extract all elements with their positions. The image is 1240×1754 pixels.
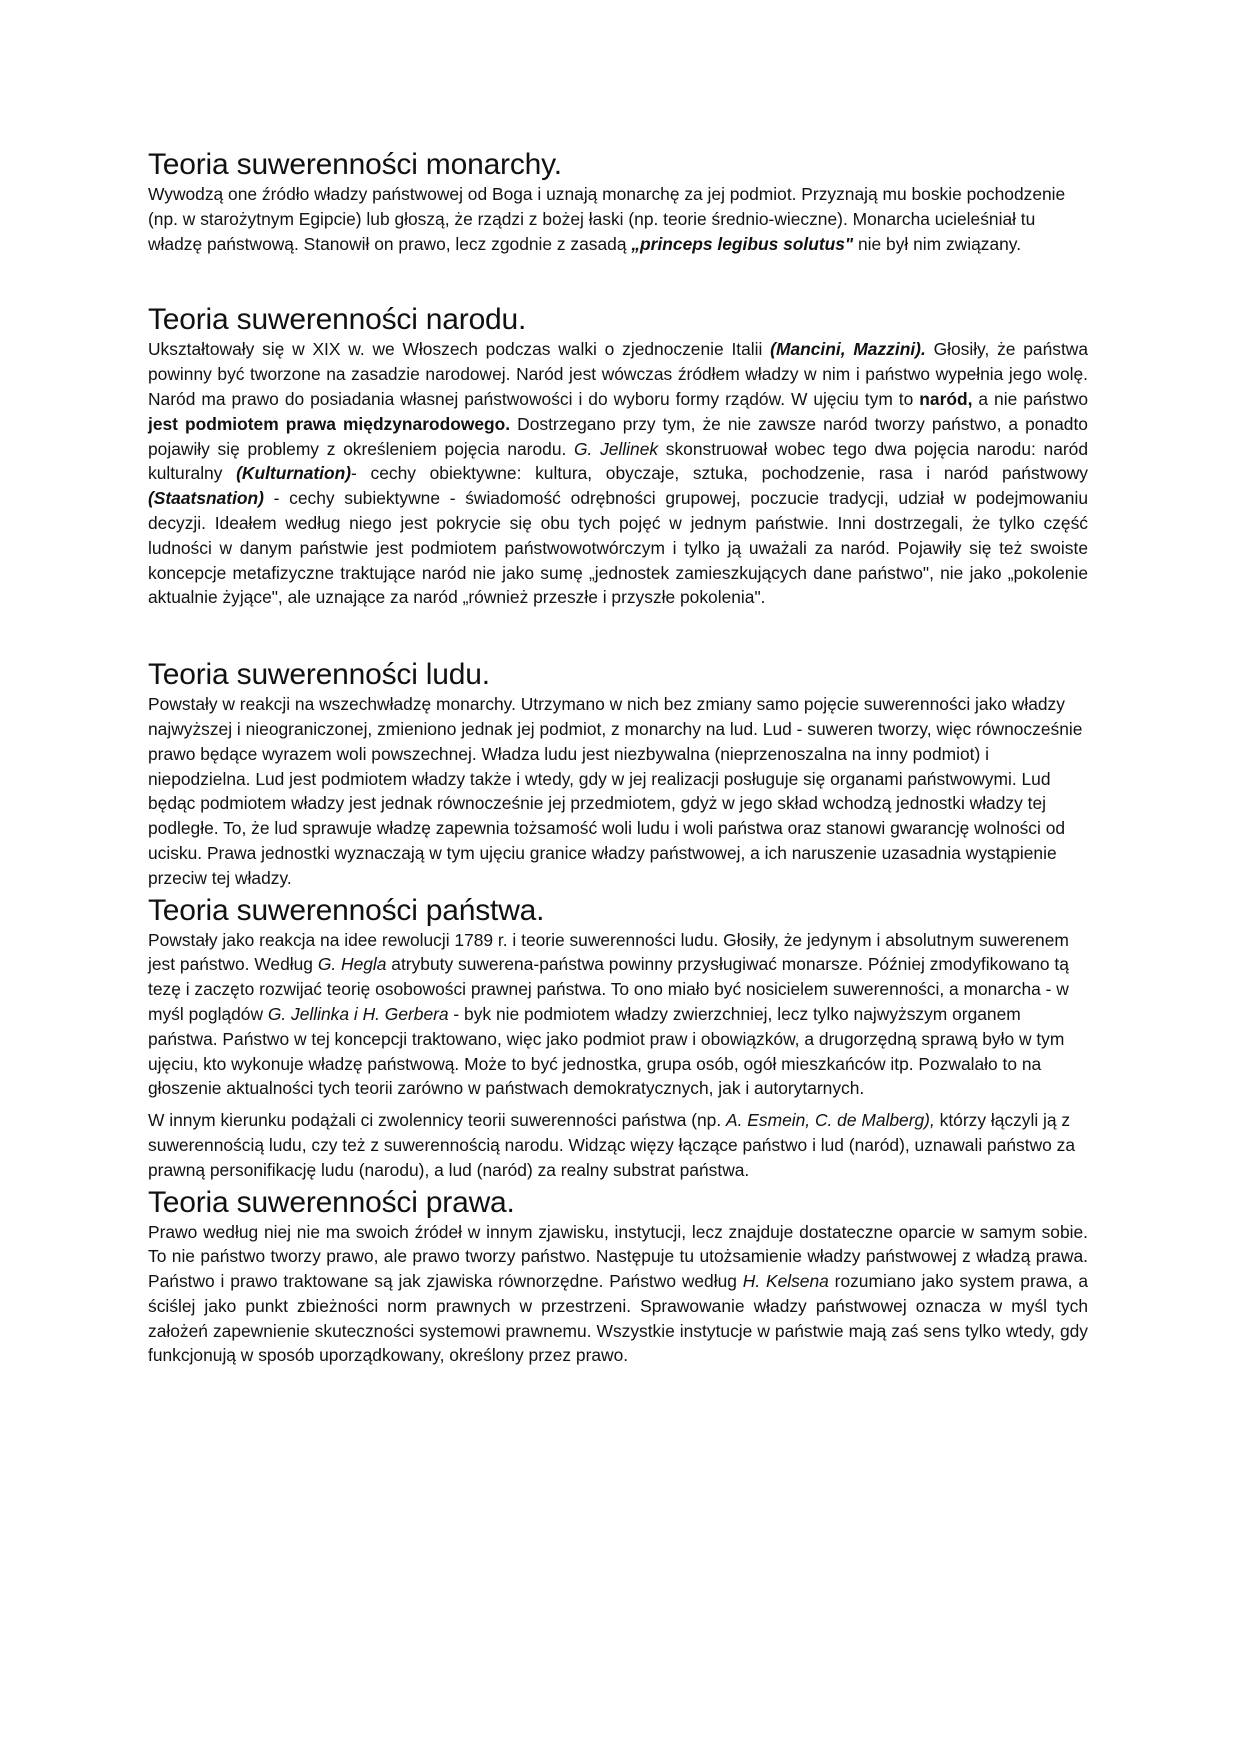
text-run: Prawo według niej nie ma swoich źródeł w innym zjawisku, instytucji, lecz znajduje dostateczne oparcie w samym sobie. To nie państwo tworzy prawo, ale prawo tworzy państwo. Następuje tu utożsamienie władzy państwowej z władzą prawa. Państwo i prawo traktowane są jak zjawiska równorzędne. Państwo według	[148, 1221, 1088, 1292]
text-run: rozumiano jako system prawa, a ściślej jako punkt zbieżności norm prawnych w przestrzeni. Sprawowanie władzy państwowej oznacza w myśl tych założeń zapewnienie skuteczności systemowi prawnemu. Wszystkie instytucje w państwie mają zaś sens tylko wtedy, gdy funkcjonują w sposób uporządkowany, określony przez prawo.	[148, 1271, 1089, 1366]
term-kulturnation: (Kulturnation)	[236, 463, 352, 484]
text-run: W innym kierunku podążali ci zwolennicy teorii suwerenności państwa (np.	[148, 1110, 727, 1131]
text-run: a nie państwo	[972, 388, 1089, 409]
text-run: - cechy obiektywne: kultura, obyczaje, sztuka, pochodzenie, rasa i naród państwowy	[351, 463, 1088, 484]
heading-people: Teoria suwerenności ludu.	[148, 658, 490, 692]
author-name: H. Kelsena	[742, 1271, 829, 1292]
text-run: skonstruował wobec tego dwa pojęcia narodu: naród kulturalny	[148, 438, 1089, 484]
text-run: Dostrzegano przy tym, że nie zawsze naród tworzy państwo, a ponadto pojawiły się problemy z określeniem pojęcia narodu.	[148, 413, 1088, 459]
text-run: nie był nim związany.	[853, 233, 1022, 254]
document-page	[148, 148, 1088, 1368]
paragraph-law	[148, 1220, 1088, 1369]
paragraph-state-1	[148, 928, 1088, 1102]
heading-law: Teoria suwerenności prawa.	[148, 1185, 515, 1219]
paragraph-state-2	[148, 1108, 1088, 1182]
text-run: Ukształtowały się w XIX w. we Włoszech podczas walki o zjednoczenie Italii	[148, 339, 771, 360]
section-monarchy	[148, 148, 1088, 256]
heading-state: Teoria suwerenności państwa.	[148, 893, 545, 927]
section-state	[148, 894, 1088, 1183]
latin-maxim: „princeps legibus solutus"	[631, 233, 854, 254]
heading-nation: Teoria suwerenności narodu.	[148, 303, 527, 337]
heading-monarchy: Teoria suwerenności monarchy.	[148, 148, 562, 181]
bold-term: jest podmiotem prawa międzynarodowego.	[148, 413, 511, 434]
text-run: Głosiły, że państwa powinny być tworzone na zasadzie narodowej. Naród jest wówczas źródłem władzy w nim i państwo wypełnia jego wolę. Naród ma prawo do posiadania własnej państwowości i do wyboru formy rządów. W ujęciu tym to	[148, 339, 1089, 409]
author-names: A. Esmein, C. de Malberg),	[726, 1110, 935, 1131]
section-law	[148, 1186, 1088, 1369]
author-name: G. Jellinek	[574, 438, 659, 459]
text-run: - byk nie podmiotem władzy zwierzchniej, lecz tylko najwyższym organem państwa. Państwo w tej koncepcji traktowano, więc jako podmiot praw i obowiązków, a drugorzędną sprawą było w tym ujęciu, kto wykonuje władzę państwową. Może to być jednostka, grupa osób, ogół mieszkańców itp. Pozwalało to na głoszenie aktualności tych teorii zarówno w państwach demokratycznych, jak i autorytarnych.	[148, 1003, 1065, 1099]
section-people	[148, 658, 1088, 890]
text-run: Powstały jako reakcja na idee rewolucji 1789 r. i teorie suwerenności ludu. Głosiły, że jedynym i absolutnym suwerenem jest państwo. Według	[148, 929, 1069, 975]
text-run: atrybuty suwerena-państwa powinny przysługiwać monarsze. Później zmodyfikowano tą tezę i zaczęto rozwijać teorię osobowości prawnej państwa. To ono miało być nosicielem suwerenności, a monarcha - w myśl poglądów	[148, 954, 1069, 1024]
paragraph-monarchy	[148, 182, 1088, 256]
bold-term: naród,	[919, 388, 973, 409]
paragraph-people: Powstały w reakcji na wszechwładzę monarchy. Utrzymano w nich bez zmiany samo pojęcie suwerenności jako władzy najwyższej i nieograniczonej, zmieniono jednak jej podmiot, z monarchy na lud. Lud - suweren tworzy, więc równocześnie prawo będące wyrazem woli powszechnej. Władza ludu jest niezbywalna (nieprzenoszalna na inny podmiot) i niepodzielna. Lud jest podmiotem władzy także i wtedy, gdy w jej realizacji posługuje się organami państwowymi. Lud będąc podmiotem władzy jest jednak równocześnie jej przedmiotem, gdyż w jego skład wchodzą jednostki władzy tej podległe. To, że lud sprawuje władzę zapewnia tożsamość woli ludu i woli państwa oraz stanowi gwarancję wolności od ucisku. Prawa jednostki wyznaczają w tym ujęciu granice władzy państwowej, a ich naruszenie uzasadnia wystąpienie przeciw tej władzy.	[148, 694, 1083, 888]
term-staatsnation: (Staatsnation)	[148, 488, 264, 509]
text-run: którzy łączyli ją z suwerennością ludu, czy też z suwerennością narodu. Widząc więzy łączące państwo i lud (naród), uznawali państwo za prawną personifikację ludu (narodu), a lud (naród) za realny substrat państwa.	[148, 1110, 1075, 1180]
author-names: (Mancini, Mazzini).	[770, 339, 926, 360]
author-name: G. Hegla	[317, 954, 387, 975]
text-run: Wywodzą one źródło władzy państwowej od Boga i uznają monarchę za jej podmiot. Przyznają mu boskie pochodzenie (np. w starożytnym Egipcie) lub głoszą, że rządzi z bożej łaski (np. teorie średnio-wieczne). Monarcha ucieleśniał tu władzę państwową. Stanowił on prawo, lecz zgodnie z zasadą	[148, 184, 1066, 254]
author-names: G. Jellinka i H. Gerbera	[267, 1003, 449, 1024]
text-run: - cechy subiektywne - świadomość odrębności grupowej, poczucie tradycji, udział w podejmowaniu decyzji. Ideałem według niego jest pokrycie się obu tych pojęć w jednym państwie. Inni dostrzegali, że tylko część ludności w danym państwie jest podmiotem państwowotwórczym i tylko ją uważali za naród. Pojawiły się też swoiste koncepcje metafizyczne traktujące naród nie jako sumę „jednostek zamieszkujących dane państwo", nie jako „pokolenie aktualnie żyjące", ale uznające za naród „również przeszłe i przyszłe pokolenia".	[148, 488, 1088, 608]
section-nation	[148, 303, 1088, 610]
paragraph-nation	[148, 337, 1088, 610]
